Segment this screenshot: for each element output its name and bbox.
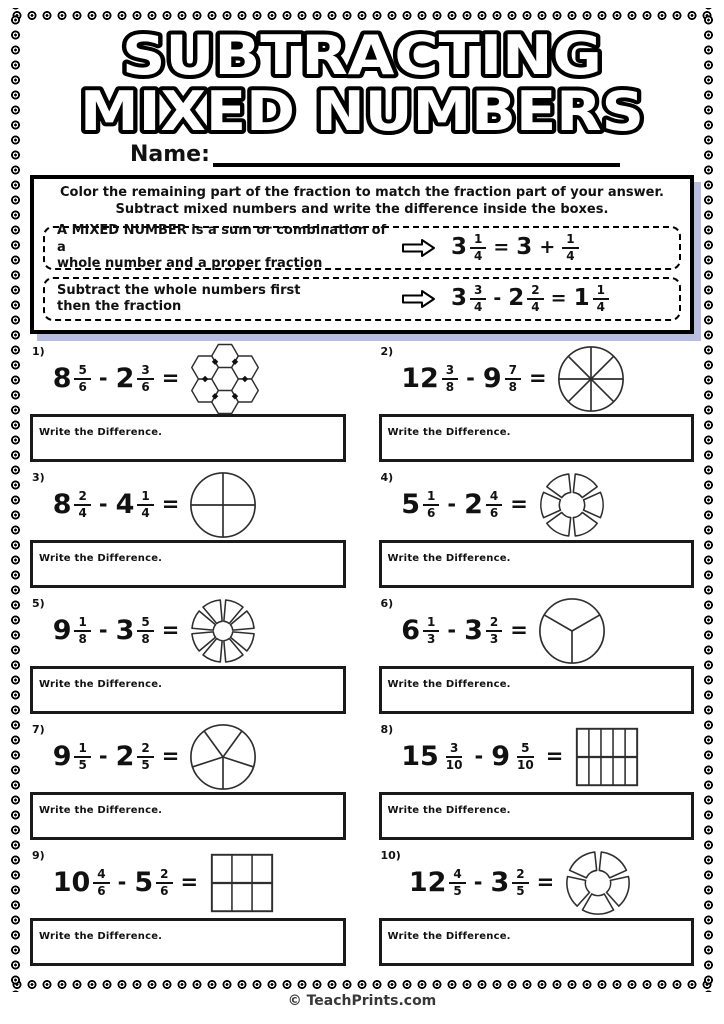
problem-4 bbox=[379, 470, 695, 588]
problem-3 bbox=[30, 470, 346, 588]
tip-2-example: 3 $\frac{3}{4}$ - 2 $\frac{2}{4}$ = 1 $\frac{1}{4}$ bbox=[451, 284, 609, 314]
subtrahend: 4 $\frac{1}{4}$ bbox=[116, 490, 154, 520]
worksheet-title bbox=[30, 22, 694, 140]
minus-sign: - bbox=[98, 366, 108, 391]
problem-7 bbox=[30, 722, 346, 840]
problem-9 bbox=[30, 848, 346, 966]
minus-sign: - bbox=[474, 744, 484, 769]
answer-box-label: Write the Difference. bbox=[387, 804, 511, 816]
equals-sign: = bbox=[180, 870, 199, 895]
problem-number: 8) bbox=[380, 722, 394, 736]
problem-1 bbox=[30, 344, 346, 462]
answer-box-3[interactable] bbox=[30, 540, 346, 588]
problem-6 bbox=[379, 596, 695, 714]
answer-box-7[interactable] bbox=[30, 792, 346, 840]
fraction-model-segmented-ring-5[interactable] bbox=[562, 847, 634, 919]
minus-sign: - bbox=[447, 492, 457, 517]
answer-box-9[interactable] bbox=[30, 918, 346, 966]
answer-box-4[interactable] bbox=[379, 540, 695, 588]
tip-1-text: A MIXED NUMBER is a sum or combination of a whole number and a proper fraction bbox=[57, 223, 387, 271]
minuend: 12 $\frac{3}{8}$ bbox=[401, 364, 458, 394]
equals-sign: = bbox=[510, 618, 528, 643]
fraction-model-grid-6[interactable] bbox=[206, 847, 278, 919]
title-line-2: MIXED NUMBERS bbox=[80, 80, 644, 140]
equals-sign: = bbox=[536, 870, 555, 895]
answer-box-label: Write the Difference. bbox=[387, 930, 511, 942]
answer-box-5[interactable] bbox=[30, 666, 346, 714]
equals-sign: = bbox=[510, 492, 528, 517]
tip-box-mixed-number bbox=[43, 223, 681, 271]
problem-number: 4) bbox=[380, 470, 394, 484]
dot-border-right bbox=[701, 8, 716, 992]
problem-number: 10) bbox=[380, 848, 401, 862]
equals-sign: = bbox=[161, 366, 180, 391]
minuend: 9 $\frac{1}{5}$ bbox=[53, 742, 91, 772]
block-arrow-icon bbox=[401, 289, 437, 309]
minus-sign: - bbox=[98, 492, 108, 517]
dot-border-bottom bbox=[8, 977, 716, 992]
instructions-line-2: Subtract mixed numbers and write the difference inside the boxes. bbox=[115, 201, 609, 217]
answer-box-label: Write the Difference. bbox=[387, 552, 511, 564]
fraction-model-pie-8[interactable] bbox=[555, 343, 627, 415]
instructions-line-1: Color the remaining part of the fraction to match the fraction part of your answer. bbox=[60, 185, 664, 200]
tip-1-example: 3 $\frac{1}{4}$ = 3 + $\frac{1}{4}$ bbox=[451, 233, 579, 263]
minuend: 15 $\frac{3}{10}$ bbox=[401, 740, 463, 773]
equals-sign: = bbox=[529, 366, 547, 391]
name-label: Name: bbox=[130, 142, 210, 167]
answer-box-6[interactable] bbox=[379, 666, 695, 714]
name-line[interactable] bbox=[213, 143, 620, 167]
equals-sign: = bbox=[161, 618, 180, 643]
equals-sign: = bbox=[161, 744, 180, 769]
problem-number: 7) bbox=[32, 722, 45, 736]
minus-sign: - bbox=[98, 618, 108, 643]
fraction-model-grid-10[interactable] bbox=[571, 721, 643, 793]
problem-number: 2) bbox=[380, 344, 394, 358]
problem-number: 3) bbox=[32, 470, 45, 484]
answer-box-label: Write the Difference. bbox=[39, 552, 163, 564]
problem-5 bbox=[30, 596, 346, 714]
problem-number: 6) bbox=[380, 596, 394, 610]
name-row bbox=[130, 142, 620, 167]
answer-box-8[interactable] bbox=[379, 792, 695, 840]
minuend: 9 $\frac{1}{8}$ bbox=[53, 616, 91, 646]
answer-box-label: Write the Difference. bbox=[387, 426, 511, 438]
tip-2-text: Subtract the whole numbers first then the fraction bbox=[57, 282, 301, 314]
minus-sign: - bbox=[466, 366, 475, 391]
answer-box-label: Write the Difference. bbox=[39, 678, 163, 690]
problem-8 bbox=[379, 722, 695, 840]
answer-box-1[interactable] bbox=[30, 414, 346, 462]
minuend: 6 $\frac{1}{3}$ bbox=[401, 616, 439, 646]
answer-box-2[interactable] bbox=[379, 414, 695, 462]
fraction-model-pie-4[interactable] bbox=[187, 469, 259, 541]
problem-number: 1) bbox=[32, 344, 45, 358]
minuend: 8 $\frac{2}{4}$ bbox=[53, 490, 91, 520]
copyright-footer: © TeachPrints.com bbox=[287, 993, 437, 1009]
subtrahend: 9 $\frac{5}{10}$ bbox=[491, 740, 534, 773]
instructions-box bbox=[30, 175, 694, 334]
fraction-model-hexagon-ring[interactable] bbox=[187, 341, 263, 417]
subtrahend: 2 $\frac{2}{5}$ bbox=[116, 742, 154, 772]
problem-number: 9) bbox=[32, 848, 45, 862]
answer-box-label: Write the Difference. bbox=[387, 678, 511, 690]
equals-sign: = bbox=[161, 492, 180, 517]
block-arrow-icon bbox=[401, 238, 437, 258]
answer-box-label: Write the Difference. bbox=[39, 930, 163, 942]
subtrahend: 2 $\frac{4}{6}$ bbox=[464, 490, 502, 520]
answer-box-10[interactable] bbox=[379, 918, 695, 966]
minuend: 8 $\frac{5}{6}$ bbox=[53, 364, 91, 394]
minus-sign: - bbox=[447, 618, 457, 643]
problems-grid bbox=[30, 344, 694, 974]
minus-sign: - bbox=[98, 744, 108, 769]
subtrahend: 3 $\frac{2}{3}$ bbox=[464, 616, 502, 646]
subtrahend: 2 $\frac{3}{6}$ bbox=[116, 364, 154, 394]
minuend: 12 $\frac{4}{5}$ bbox=[409, 868, 466, 898]
minuend: 5 $\frac{1}{6}$ bbox=[401, 490, 439, 520]
fraction-model-pie-3[interactable] bbox=[536, 595, 608, 667]
equals-sign: = bbox=[545, 744, 564, 769]
dot-border-top bbox=[8, 8, 716, 23]
minus-sign: - bbox=[473, 870, 483, 895]
subtrahend: 9 $\frac{7}{8}$ bbox=[483, 364, 521, 394]
problem-number: 5) bbox=[32, 596, 45, 610]
fraction-model-pie-5[interactable] bbox=[187, 721, 259, 793]
title-line-1: SUBTRACTING bbox=[122, 24, 602, 87]
problem-10 bbox=[379, 848, 695, 966]
fraction-model-segmented-ring-6[interactable] bbox=[536, 469, 608, 541]
tip-box-subtract-order bbox=[43, 277, 681, 321]
subtrahend: 5 $\frac{2}{6}$ bbox=[134, 868, 172, 898]
answer-box-label: Write the Difference. bbox=[39, 804, 163, 816]
fraction-model-segmented-ring-8[interactable] bbox=[187, 595, 259, 667]
minuend: 10 $\frac{4}{6}$ bbox=[53, 868, 110, 898]
subtrahend: 3 $\frac{2}{5}$ bbox=[491, 868, 529, 898]
minus-sign: - bbox=[117, 870, 127, 895]
dot-border-left bbox=[8, 8, 23, 992]
subtrahend: 3 $\frac{5}{8}$ bbox=[116, 616, 154, 646]
answer-box-label: Write the Difference. bbox=[39, 426, 163, 438]
problem-2 bbox=[379, 344, 695, 462]
